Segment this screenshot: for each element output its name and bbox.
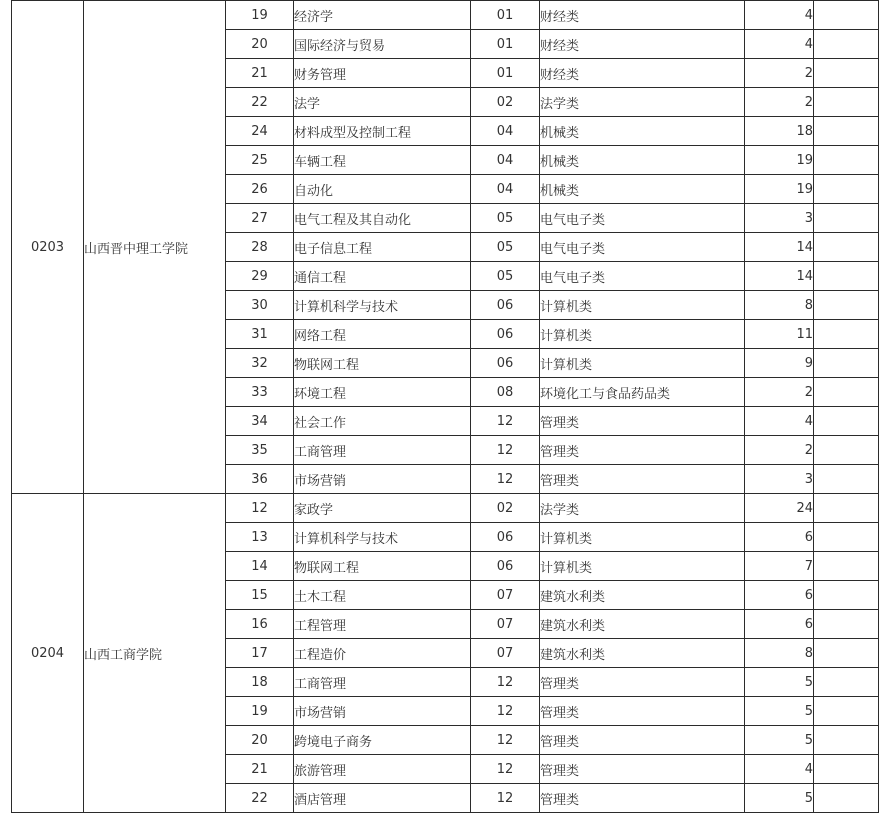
category-name-cell: 管理类 xyxy=(540,407,745,436)
serial-number-cell: 29 xyxy=(226,262,294,291)
empty-cell xyxy=(814,552,879,581)
plan-count-cell: 9 xyxy=(745,349,814,378)
category-code-cell: 05 xyxy=(471,233,540,262)
category-name-cell: 机械类 xyxy=(540,175,745,204)
plan-count-cell: 5 xyxy=(745,697,814,726)
school-name-cell: 山西工商学院 xyxy=(84,494,226,813)
category-code-cell: 12 xyxy=(471,407,540,436)
category-name-cell: 计算机类 xyxy=(540,552,745,581)
serial-number-cell: 22 xyxy=(226,88,294,117)
major-name-cell: 土木工程 xyxy=(294,581,471,610)
empty-cell xyxy=(814,233,879,262)
major-name-cell: 自动化 xyxy=(294,175,471,204)
major-name-cell: 工商管理 xyxy=(294,668,471,697)
plan-count-cell: 18 xyxy=(745,117,814,146)
category-code-cell: 12 xyxy=(471,755,540,784)
empty-cell xyxy=(814,146,879,175)
major-name-cell: 工程管理 xyxy=(294,610,471,639)
plan-count-cell: 2 xyxy=(745,88,814,117)
category-code-cell: 05 xyxy=(471,262,540,291)
empty-cell xyxy=(814,291,879,320)
category-code-cell: 08 xyxy=(471,378,540,407)
serial-number-cell: 28 xyxy=(226,233,294,262)
category-name-cell: 机械类 xyxy=(540,146,745,175)
category-code-cell: 07 xyxy=(471,610,540,639)
empty-cell xyxy=(814,494,879,523)
plan-count-cell: 2 xyxy=(745,59,814,88)
plan-count-cell: 2 xyxy=(745,436,814,465)
serial-number-cell: 18 xyxy=(226,668,294,697)
major-name-cell: 电子信息工程 xyxy=(294,233,471,262)
plan-count-cell: 24 xyxy=(745,494,814,523)
major-name-cell: 财务管理 xyxy=(294,59,471,88)
category-name-cell: 建筑水利类 xyxy=(540,639,745,668)
category-code-cell: 05 xyxy=(471,204,540,233)
category-code-cell: 12 xyxy=(471,697,540,726)
major-name-cell: 市场营销 xyxy=(294,697,471,726)
table-row xyxy=(12,494,879,523)
empty-cell xyxy=(814,349,879,378)
category-name-cell: 法学类 xyxy=(540,494,745,523)
category-code-cell: 01 xyxy=(471,59,540,88)
major-name-cell: 车辆工程 xyxy=(294,146,471,175)
category-code-cell: 01 xyxy=(471,30,540,59)
serial-number-cell: 22 xyxy=(226,784,294,813)
category-name-cell: 管理类 xyxy=(540,436,745,465)
table-body xyxy=(12,1,879,813)
school-code-cell: 0204 xyxy=(12,494,84,813)
major-name-cell: 社会工作 xyxy=(294,407,471,436)
empty-cell xyxy=(814,465,879,494)
category-code-cell: 12 xyxy=(471,726,540,755)
empty-cell xyxy=(814,1,879,30)
empty-cell xyxy=(814,407,879,436)
plan-count-cell: 4 xyxy=(745,30,814,59)
serial-number-cell: 34 xyxy=(226,407,294,436)
major-name-cell: 市场营销 xyxy=(294,465,471,494)
major-name-cell: 物联网工程 xyxy=(294,552,471,581)
serial-number-cell: 25 xyxy=(226,146,294,175)
category-name-cell: 计算机类 xyxy=(540,291,745,320)
empty-cell xyxy=(814,204,879,233)
serial-number-cell: 20 xyxy=(226,30,294,59)
category-name-cell: 环境化工与食品药品类 xyxy=(540,378,745,407)
category-code-cell: 12 xyxy=(471,436,540,465)
category-code-cell: 04 xyxy=(471,117,540,146)
category-name-cell: 管理类 xyxy=(540,465,745,494)
category-code-cell: 04 xyxy=(471,175,540,204)
major-name-cell: 通信工程 xyxy=(294,262,471,291)
category-code-cell: 07 xyxy=(471,639,540,668)
serial-number-cell: 30 xyxy=(226,291,294,320)
empty-cell xyxy=(814,581,879,610)
plan-count-cell: 3 xyxy=(745,204,814,233)
category-code-cell: 12 xyxy=(471,465,540,494)
category-name-cell: 电气电子类 xyxy=(540,204,745,233)
empty-cell xyxy=(814,175,879,204)
serial-number-cell: 16 xyxy=(226,610,294,639)
serial-number-cell: 12 xyxy=(226,494,294,523)
category-name-cell: 建筑水利类 xyxy=(540,610,745,639)
plan-count-cell: 19 xyxy=(745,175,814,204)
empty-cell xyxy=(814,697,879,726)
empty-cell xyxy=(814,523,879,552)
category-code-cell: 06 xyxy=(471,523,540,552)
major-name-cell: 材料成型及控制工程 xyxy=(294,117,471,146)
serial-number-cell: 27 xyxy=(226,204,294,233)
category-name-cell: 管理类 xyxy=(540,668,745,697)
category-name-cell: 机械类 xyxy=(540,117,745,146)
serial-number-cell: 32 xyxy=(226,349,294,378)
empty-cell xyxy=(814,59,879,88)
major-name-cell: 物联网工程 xyxy=(294,349,471,378)
plan-count-cell: 4 xyxy=(745,1,814,30)
category-code-cell: 07 xyxy=(471,581,540,610)
plan-count-cell: 8 xyxy=(745,639,814,668)
plan-count-cell: 6 xyxy=(745,581,814,610)
serial-number-cell: 31 xyxy=(226,320,294,349)
category-code-cell: 12 xyxy=(471,784,540,813)
enrollment-table xyxy=(11,0,879,813)
major-name-cell: 跨境电子商务 xyxy=(294,726,471,755)
serial-number-cell: 13 xyxy=(226,523,294,552)
category-code-cell: 02 xyxy=(471,88,540,117)
category-name-cell: 管理类 xyxy=(540,784,745,813)
plan-count-cell: 7 xyxy=(745,552,814,581)
major-name-cell: 经济学 xyxy=(294,1,471,30)
major-name-cell: 法学 xyxy=(294,88,471,117)
serial-number-cell: 36 xyxy=(226,465,294,494)
major-name-cell: 网络工程 xyxy=(294,320,471,349)
major-name-cell: 国际经济与贸易 xyxy=(294,30,471,59)
empty-cell xyxy=(814,784,879,813)
category-code-cell: 02 xyxy=(471,494,540,523)
plan-count-cell: 11 xyxy=(745,320,814,349)
category-name-cell: 管理类 xyxy=(540,755,745,784)
empty-cell xyxy=(814,320,879,349)
table-row xyxy=(12,1,879,30)
major-name-cell: 工商管理 xyxy=(294,436,471,465)
category-name-cell: 财经类 xyxy=(540,1,745,30)
plan-count-cell: 8 xyxy=(745,291,814,320)
category-name-cell: 计算机类 xyxy=(540,349,745,378)
major-name-cell: 电气工程及其自动化 xyxy=(294,204,471,233)
serial-number-cell: 26 xyxy=(226,175,294,204)
empty-cell xyxy=(814,117,879,146)
major-name-cell: 家政学 xyxy=(294,494,471,523)
serial-number-cell: 35 xyxy=(226,436,294,465)
school-name-cell: 山西晋中理工学院 xyxy=(84,1,226,494)
plan-count-cell: 14 xyxy=(745,262,814,291)
plan-count-cell: 4 xyxy=(745,755,814,784)
major-name-cell: 环境工程 xyxy=(294,378,471,407)
serial-number-cell: 21 xyxy=(226,755,294,784)
empty-cell xyxy=(814,668,879,697)
plan-count-cell: 5 xyxy=(745,668,814,697)
category-name-cell: 建筑水利类 xyxy=(540,581,745,610)
empty-cell xyxy=(814,30,879,59)
major-name-cell: 计算机科学与技术 xyxy=(294,523,471,552)
category-code-cell: 12 xyxy=(471,668,540,697)
major-name-cell: 旅游管理 xyxy=(294,755,471,784)
plan-count-cell: 5 xyxy=(745,784,814,813)
category-name-cell: 电气电子类 xyxy=(540,262,745,291)
school-code-cell: 0203 xyxy=(12,1,84,494)
category-name-cell: 计算机类 xyxy=(540,523,745,552)
plan-count-cell: 2 xyxy=(745,378,814,407)
category-name-cell: 财经类 xyxy=(540,59,745,88)
category-name-cell: 电气电子类 xyxy=(540,233,745,262)
empty-cell xyxy=(814,726,879,755)
major-name-cell: 酒店管理 xyxy=(294,784,471,813)
category-name-cell: 财经类 xyxy=(540,30,745,59)
empty-cell xyxy=(814,262,879,291)
plan-count-cell: 14 xyxy=(745,233,814,262)
category-name-cell: 管理类 xyxy=(540,697,745,726)
serial-number-cell: 20 xyxy=(226,726,294,755)
major-name-cell: 计算机科学与技术 xyxy=(294,291,471,320)
category-code-cell: 06 xyxy=(471,349,540,378)
empty-cell xyxy=(814,88,879,117)
serial-number-cell: 14 xyxy=(226,552,294,581)
empty-cell xyxy=(814,378,879,407)
category-name-cell: 管理类 xyxy=(540,726,745,755)
category-name-cell: 法学类 xyxy=(540,88,745,117)
serial-number-cell: 15 xyxy=(226,581,294,610)
plan-count-cell: 5 xyxy=(745,726,814,755)
serial-number-cell: 24 xyxy=(226,117,294,146)
plan-count-cell: 19 xyxy=(745,146,814,175)
plan-count-cell: 3 xyxy=(745,465,814,494)
serial-number-cell: 19 xyxy=(226,1,294,30)
category-code-cell: 06 xyxy=(471,320,540,349)
major-name-cell: 工程造价 xyxy=(294,639,471,668)
plan-count-cell: 6 xyxy=(745,523,814,552)
empty-cell xyxy=(814,755,879,784)
serial-number-cell: 17 xyxy=(226,639,294,668)
empty-cell xyxy=(814,639,879,668)
category-code-cell: 06 xyxy=(471,291,540,320)
category-name-cell: 计算机类 xyxy=(540,320,745,349)
category-code-cell: 01 xyxy=(471,1,540,30)
plan-count-cell: 4 xyxy=(745,407,814,436)
serial-number-cell: 19 xyxy=(226,697,294,726)
serial-number-cell: 21 xyxy=(226,59,294,88)
category-code-cell: 04 xyxy=(471,146,540,175)
serial-number-cell: 33 xyxy=(226,378,294,407)
category-code-cell: 06 xyxy=(471,552,540,581)
empty-cell xyxy=(814,436,879,465)
plan-count-cell: 6 xyxy=(745,610,814,639)
empty-cell xyxy=(814,610,879,639)
